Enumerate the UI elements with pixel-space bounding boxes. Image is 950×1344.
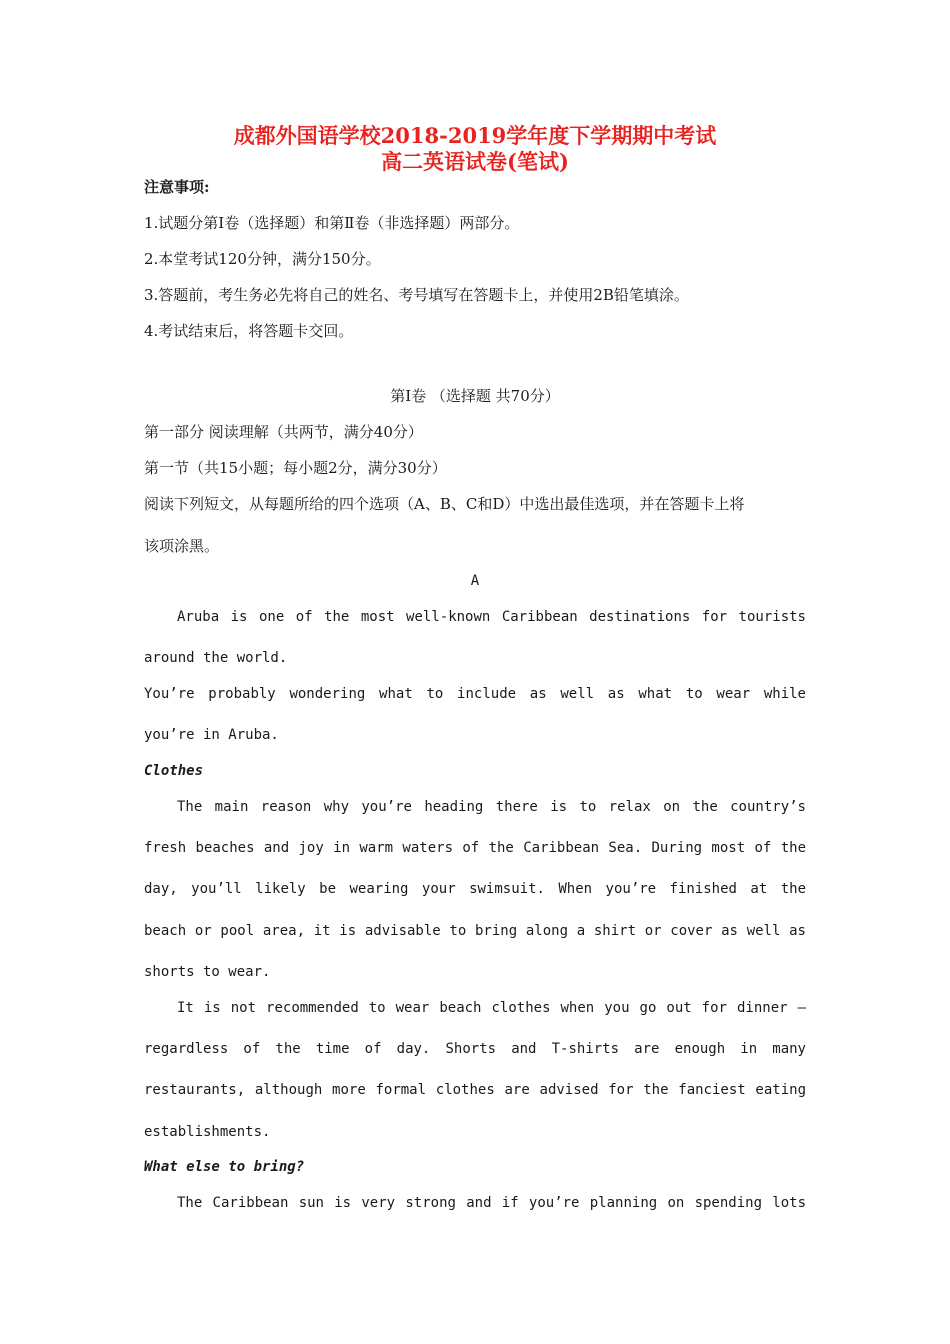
- passage-line: you’re in Aruba.: [144, 727, 279, 743]
- passage-line: It is not recommended to wear beach clothes when you go out for dinner –: [177, 1000, 806, 1016]
- passage-label: A: [470, 573, 480, 589]
- exam-title-line2: 高二英语试卷(笔试): [381, 149, 569, 174]
- exam-title-line1: 成都外国语学校2018-2019学年度下学期期中考试: [233, 123, 717, 148]
- passage-heading-clothes: Clothes: [144, 763, 204, 779]
- passage-line: The main reason why you’re heading there is to relax on the country’s: [177, 799, 806, 815]
- notice-item-3: 3.答题前，考生务必先将自己的姓名、考号填写在答题卡上，并使用2B铅笔填涂。: [144, 286, 689, 304]
- notice-item-4: 4.考试结束后，将答题卡交回。: [144, 322, 354, 340]
- subsection-title: 第一节（共15小题；每小题2分，满分30分）: [144, 459, 447, 477]
- notice-heading: 注意事项:: [144, 178, 210, 196]
- passage-line: day, you’ll likely be wearing your swimsuit. When you’re finished at the: [144, 881, 806, 897]
- passage-heading-what-else: What else to bring?: [144, 1159, 305, 1175]
- passage-line: around the world.: [144, 650, 288, 666]
- passage-line: beach or pool area, it is advisable to bring along a shirt or cover as well as: [144, 923, 806, 939]
- passage-line: establishments.: [144, 1124, 271, 1140]
- notice-item-2: 2.本堂考试120分钟，满分150分。: [144, 250, 381, 268]
- instructions-line-1: 阅读下列短文，从每题所给的四个选项（A、B、C和D）中选出最佳选项，并在答题卡上将: [144, 495, 745, 513]
- volume-title: 第Ⅰ卷 （选择题 共70分）: [390, 387, 560, 405]
- passage-line: restaurants, although more formal clothes are advised for the fanciest eating: [144, 1082, 806, 1098]
- notice-item-1: 1.试题分第Ⅰ卷（选择题）和第Ⅱ卷（非选择题）两部分。: [144, 214, 520, 232]
- part-title: 第一部分 阅读理解（共两节，满分40分）: [144, 423, 423, 441]
- passage-line: regardless of the time of day. Shorts and T-shirts are enough in many: [144, 1041, 806, 1057]
- passage-line: Aruba is one of the most well-known Caribbean destinations for tourists: [177, 609, 806, 625]
- passage-line: shorts to wear.: [144, 964, 271, 980]
- passage-line: fresh beaches and joy in warm waters of the Caribbean Sea. During most of the: [144, 840, 806, 856]
- passage-line: The Caribbean sun is very strong and if you’re planning on spending lots: [177, 1195, 806, 1211]
- passage-line: You’re probably wondering what to include as well as what to wear while: [144, 686, 806, 702]
- instructions-line-2: 该项涂黑。: [144, 537, 220, 555]
